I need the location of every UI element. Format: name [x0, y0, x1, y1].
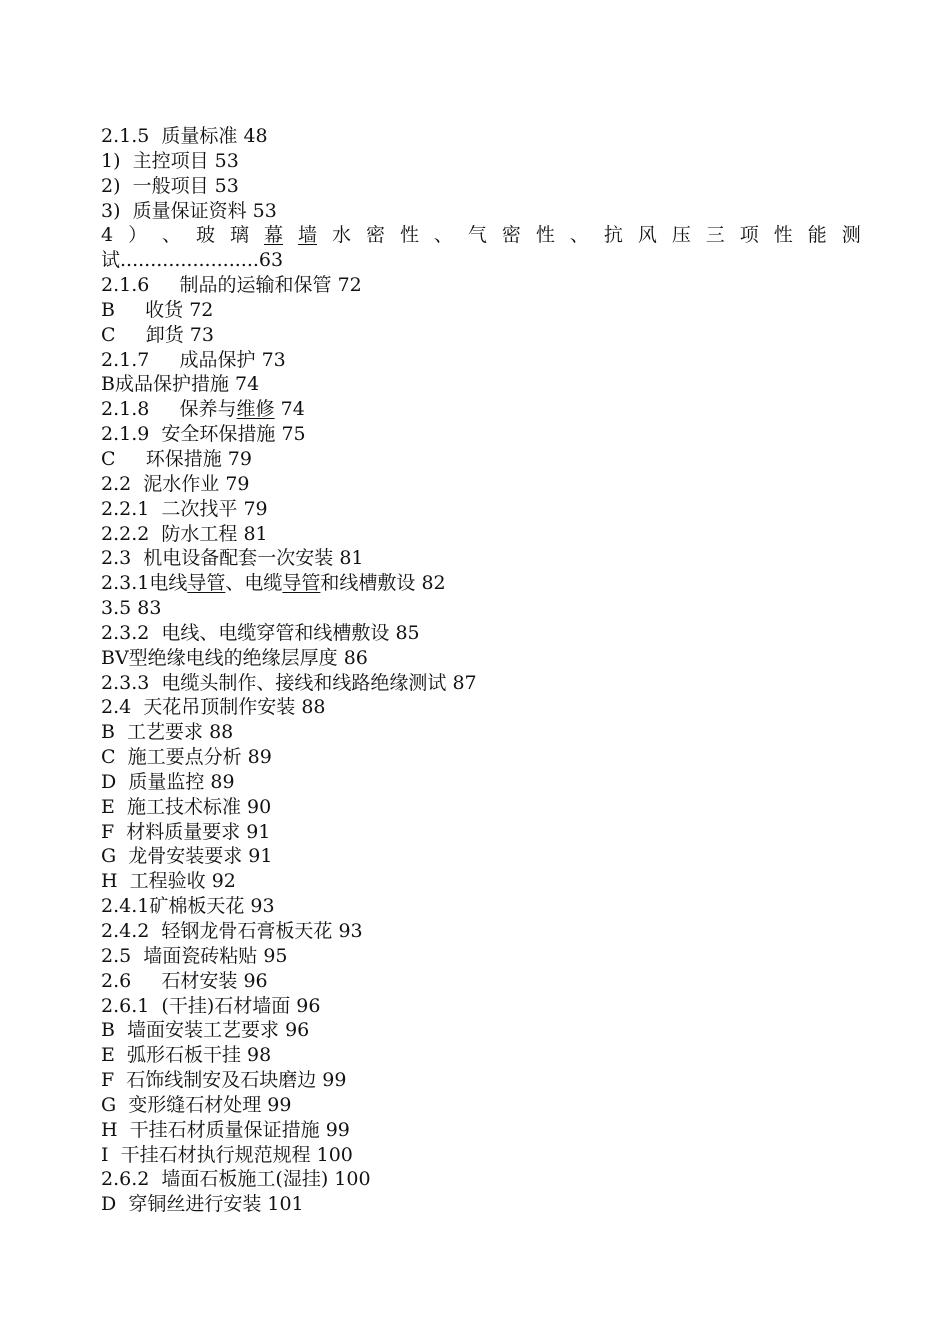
toc-line [101, 571, 861, 596]
toc-line-justified [101, 223, 861, 248]
toc-text-underlined: 维修 [236, 398, 275, 421]
toc-line: B成品保护措施 74 [101, 373, 260, 396]
toc-char: 、 [162, 224, 182, 247]
toc-line: 3.5 83 [101, 597, 162, 620]
toc-line: H 工程验收 92 [101, 870, 236, 893]
toc-char: 水 [331, 224, 351, 247]
toc-line: 2.6.2 墙面石板施工(湿挂) 100 [101, 1168, 371, 1191]
toc-line: 2.1.6 制品的运输和保管 72 [101, 274, 362, 297]
toc-line: 2.4.2 轻钢龙骨石膏板天花 93 [101, 920, 363, 942]
toc-line: D 穿铜丝进行安装 101 [101, 1193, 304, 1216]
toc-line: H 干挂石材质量保证措施 99 [101, 1118, 350, 1141]
toc-text: 74 [274, 398, 305, 421]
toc-char: 玻 [196, 224, 216, 247]
toc-text-underlined: 导管 [282, 572, 321, 595]
toc-char: 风 [637, 224, 657, 247]
toc-line: 1) 主控项目 53 [101, 149, 239, 172]
toc-text: 、电缆 [225, 572, 283, 595]
toc-line: F 材料质量要求 91 [101, 820, 271, 843]
toc-line: F 石饰线制安及石块磨边 99 [101, 1069, 347, 1092]
toc-line: 2) 一般项目 53 [101, 174, 239, 197]
toc-line: E 弧形石板干挂 98 [101, 1044, 272, 1067]
toc-line: C 卸货 73 [101, 323, 214, 346]
toc-line: 2.4 天花吊顶制作安装 88 [101, 696, 326, 719]
toc-line: C 施工要点分析 89 [101, 746, 272, 769]
toc-line: B 墙面安装工艺要求 96 [101, 1019, 310, 1042]
toc-char: 性 [535, 224, 555, 247]
toc-line: E 施工技术标准 90 [101, 795, 272, 818]
toc-line: 试.......................63 [101, 249, 284, 272]
toc-char-underlined: 幕 [264, 224, 284, 247]
toc-line: 2.1.7 成品保护 73 [101, 348, 286, 371]
toc-line: 2.3.3 电缆头制作、接线和线路绝缘测试 87 [101, 671, 477, 694]
toc-char-underlined: 墙 [297, 224, 317, 247]
table-of-contents [101, 124, 861, 1217]
toc-text: 2.1.8 保养与 [101, 398, 237, 421]
toc-line: C 环保措施 79 [101, 447, 252, 470]
toc-char: 4 [101, 224, 114, 247]
toc-line: 2.1.5 质量标准 48 [101, 125, 268, 147]
toc-char: 、 [569, 224, 589, 247]
toc-line: 2.3.2 电线、电缆穿管和线槽敷设 85 [101, 621, 420, 644]
toc-line: 2.4.1矿棉板天花 93 [101, 895, 275, 918]
toc-text-underlined: 导管 [187, 572, 226, 595]
toc-char: 密 [365, 224, 385, 247]
toc-char: 能 [807, 224, 827, 247]
toc-char: 性 [399, 224, 419, 247]
toc-line: 2.6.1 (干挂)石材墙面 96 [101, 994, 321, 1017]
toc-char: 密 [501, 224, 521, 247]
toc-line: I 干挂石材执行规范规程 100 [101, 1143, 353, 1166]
toc-char: 压 [671, 224, 691, 247]
toc-text: 和线槽敷设 82 [320, 572, 446, 595]
toc-char: 项 [739, 224, 759, 247]
toc-line: 2.2.1 二次找平 79 [101, 497, 268, 520]
toc-line: D 质量监控 89 [101, 770, 235, 793]
toc-char: 测 [841, 224, 861, 247]
toc-line: B 收货 72 [101, 298, 214, 321]
toc-line: 2.6 石材安装 96 [101, 969, 268, 992]
toc-line: G 变形缝石材处理 99 [101, 1093, 292, 1116]
toc-char: 、 [433, 224, 453, 247]
toc-char: 璃 [230, 224, 250, 247]
toc-line [101, 397, 861, 422]
toc-line: 3) 质量保证资料 53 [101, 199, 277, 222]
toc-char: ） [128, 224, 148, 247]
toc-line: 2.1.9 安全环保措施 75 [101, 423, 306, 446]
toc-line: 2.5 墙面瓷砖粘贴 95 [101, 944, 288, 967]
toc-line: G 龙骨安装要求 91 [101, 845, 273, 868]
toc-line: B 工艺要求 88 [101, 721, 234, 744]
toc-line: 2.2 泥水作业 79 [101, 472, 250, 495]
toc-char: 气 [467, 224, 487, 247]
toc-char: 三 [705, 224, 725, 247]
toc-char: 抗 [603, 224, 623, 247]
toc-line: BV型绝缘电线的绝缘层厚度 86 [101, 646, 368, 669]
toc-line: 2.2.2 防水工程 81 [101, 522, 268, 545]
toc-line: 2.3 机电设备配套一次安装 81 [101, 547, 364, 570]
toc-char: 性 [773, 224, 793, 247]
toc-text: 2.3.1电线 [101, 572, 188, 595]
